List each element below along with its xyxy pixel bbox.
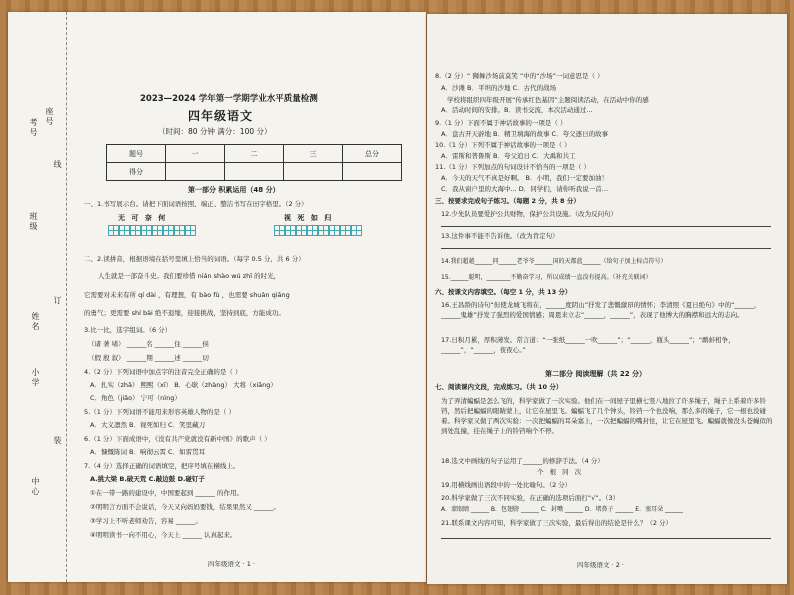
exam-page-2 bbox=[427, 14, 787, 584]
question-20: 20.科学家做了三次不同实验，在正确的选项后面打“√”。（3） bbox=[441, 494, 620, 502]
binding-label-xiaoxue: 小学 bbox=[31, 368, 40, 388]
score-row-label: 得分 bbox=[107, 163, 166, 181]
q2-line-2: 它需要对未来有所 qí dài ，有理想，有 bào fù ，也需要 shuān qiāng bbox=[84, 291, 290, 299]
binding-label-zhuang: 装 bbox=[53, 436, 62, 446]
score-table bbox=[106, 144, 402, 181]
question-6: 6.（1 分）下面成语中，《没有共产党就没有新中国》的歌声（ ） bbox=[84, 435, 271, 443]
question-4: 4.（2 分）下列词语中加点字的注音完全正确的是（ ） bbox=[84, 368, 242, 376]
question-17: 17.日积月累，厚积薄发。常言道：“一张纸______一吹______”；“______，瓶头______”；“鹬蚌相争，______”，“______，夜夜心。” bbox=[441, 336, 735, 354]
q18-words: 个 根 同 次 bbox=[537, 468, 584, 476]
score-cell[interactable] bbox=[284, 163, 343, 181]
q4-options-ab: A．扎实（zhā） 熙熙（xī） B．心耿（zhàng） 大将（xiāng） bbox=[90, 381, 277, 389]
q8-note-2: A．活动时间的安排。B．读书交流，本次活动通过... bbox=[441, 106, 593, 114]
score-header-cell: 三 bbox=[284, 145, 343, 163]
q11-options-cd: C．我从窗户里的大海中... D．同学们，请你听我说一首... bbox=[441, 185, 609, 193]
q20-options: A．蒙眼睛 ______ B．包翅膀 ______ C．封嘴 ______ D．堵鼻子 ______ E．塞耳朵 ______ bbox=[441, 506, 683, 513]
q12-answer-line[interactable] bbox=[441, 226, 771, 227]
question-14: 14.我们超越______同______老爷爷______国的天都蓝______（给句子加上标点符号） bbox=[441, 258, 667, 265]
question-13: 13.这件事不能不告诉他。（改为肯定句） bbox=[441, 232, 559, 240]
q3-line-2: （假 殷 叙） ______期 ______述 ______切 bbox=[88, 354, 209, 362]
part2-heading: 第二部分 阅读理解（共 22 分） bbox=[545, 370, 647, 378]
score-header-cell: 一 bbox=[166, 145, 225, 163]
q2-line-3: 的勇气；更需要 shí bài 绝不退缩，迎接挑战，坚持到底，方能成功。 bbox=[84, 309, 285, 317]
q9-options: A．盘古开天辟地 B．精卫填海的故事 C．夸父逐日的故事 bbox=[441, 130, 609, 138]
part1-heading: 第一部分 积累运用（48 分） bbox=[188, 186, 280, 194]
binding-dashed-line bbox=[66, 12, 67, 582]
binding-label-xingming: 姓名 bbox=[31, 312, 40, 332]
question-11: 11.（1 分）下列加点的句词设计不恰当的一项是（ ） bbox=[435, 163, 591, 171]
question-7: 7.（4 分）选择正确的词语填空，把序号填在横线上。 bbox=[84, 462, 240, 470]
question-15: 15.______聪明，________不勤奋学习，所以成绩一直没有提高。（补充关联词） bbox=[441, 274, 652, 281]
q7-options: A.挑大梁 B.破天荒 C.敲边鼓 D.碰钉子 bbox=[90, 475, 205, 483]
score-cell[interactable] bbox=[166, 163, 225, 181]
q2-line-1: 人生就是一部奋斗史。我们要珍惜 nián shào wú zhī 的时光， bbox=[98, 272, 281, 280]
question-18: 18.选文中画线的句子运用了______的修辞手法。（4 分） bbox=[441, 457, 604, 465]
score-header-cell: 总分 bbox=[343, 145, 402, 163]
q10-options: A．雷斯和普鲁斯 B．夸父追日 C．大禹和共工 bbox=[441, 152, 576, 160]
score-cell[interactable] bbox=[343, 163, 402, 181]
question-3: 3.比一比，选字组词。（6 分） bbox=[84, 326, 172, 334]
binding-label-xian: 线 bbox=[53, 160, 62, 170]
exam-subject: 四年级语文 bbox=[188, 109, 254, 123]
question-10: 10.（1 分）下列不属于神话故事的一项是（ ） bbox=[435, 141, 571, 149]
score-cell[interactable] bbox=[225, 163, 284, 181]
binding-label-banji: 班级 bbox=[29, 212, 38, 232]
question-19: 19.用横线画出语段中的一处比喻句。（2 分） bbox=[441, 481, 572, 489]
q6-options: A．慷慨陈词 B．响彻云霄 C．如雷贯耳 bbox=[90, 448, 206, 456]
binding-label-zhongxin: 中心 bbox=[31, 477, 40, 497]
q5-options: A．大义凛然 B．视死如归 C．笑里藏刀 bbox=[90, 421, 206, 429]
question-16: 16.王昌龄的诗句“但使龙城飞将在，______度阴山”抒发了悲慨激昂的情怀；李清照《夏日绝句》中的“______，______鬼雄”抒发了强烈的爱国情感；周恩来立志“______，______”，表现了他博大的胸襟和远大的志向。 bbox=[441, 301, 761, 319]
q8-options: A．沙滩 B．平坦的沙地 C．古代的战场 bbox=[441, 84, 557, 92]
section-6-heading: 六、按课文内容填空。（每空 1 分，共 13 分） bbox=[435, 288, 572, 296]
question-21: 21.联系课文内容可知，科学家做了三次实验，最后得出的结论是什么？（2 分） bbox=[441, 519, 673, 527]
section-7-heading: 七、阅读课内文段，完成练习。（共 10 分） bbox=[435, 383, 563, 391]
q3-line-1: （诸 著 堵） ______名 ______住 ______侯 bbox=[88, 340, 209, 348]
q11-options-ab: A．今天的天气不真是好啊。 B．小明，我们一定要加油！ bbox=[441, 174, 608, 182]
q8-note-1: 学校将组织四年级开展“传承红色基因”主题阅读活动，在活动中你的感 bbox=[447, 96, 649, 104]
question-8: 8.（2 分）“ 狮舞沙场前莫笑 ”中的“沙场”一词意思是（ ） bbox=[435, 72, 604, 80]
q21-answer-line[interactable] bbox=[441, 538, 771, 539]
q1-word-1: 无 可 奈 何 bbox=[118, 214, 168, 222]
binding-label-zuohao: 座号 bbox=[45, 107, 54, 127]
exam-title: 2023—2024 学年第一学期学业水平质量检测 bbox=[140, 94, 318, 104]
q4-options-c: C．角色（jiǎo） 宁可（nìng） bbox=[90, 394, 181, 402]
score-header-cell: 二 bbox=[225, 145, 284, 163]
tianzige-grid-1[interactable] bbox=[108, 225, 196, 236]
binding-label-kaohao: 考号 bbox=[29, 118, 38, 138]
binding-label-ding: 订 bbox=[53, 296, 62, 306]
tianzige-grid-2[interactable] bbox=[274, 225, 362, 236]
exam-page-1 bbox=[8, 12, 426, 582]
q7-item-4: ④明明读书一向不用心，今天上 ______ 认真起来。 bbox=[90, 531, 237, 539]
exam-time-score: （时间：80 分钟 满分：100 分） bbox=[158, 127, 272, 136]
question-5: 5.（1 分）下列词语不能用来形容英雄人物的是（ ） bbox=[84, 408, 235, 416]
question-2: 二、2.读拼音，根据语境在括号里填上恰当的词语。（每字 0.5 分，共 6 分） bbox=[84, 255, 305, 263]
section-3-heading: 三、按要求完成句子练习。（每题 2 分，共 8 分） bbox=[435, 197, 580, 205]
page-footer-2: 四年级语文 · 2 · bbox=[577, 561, 624, 569]
page-footer-1: 四年级语文 · 1 · bbox=[208, 560, 255, 568]
q7-item-2: ②明明言方面不会说话，今天又向妈妈要钱，结果果然又 ______。 bbox=[90, 503, 280, 511]
reading-passage: 为了弄清蝙蝠是怎么飞的，科学家做了一次实验。他们在一间屋子里横七竖八地拉了许多绳子，绳子上系着许多铃铛，然后把蝙蝠的眼睛蒙上，让它在屋里飞。蝙蝠飞了几个钟头，铃铛一个也没响，那么多的绳子，它一根也没碰着。科学家又做了两次实验：一次把蝙蝠的耳朵塞上，一次把蝙蝠的嘴封住，让它在屋里飞。蝙蝠就像没头苍蝇似的到处乱撞，挂在绳子上的铃铛响个不停。 bbox=[441, 397, 773, 435]
question-1: 一、1.书写展示台。请把下面词语按照、端正、整洁书写在田字格里。（2 分） bbox=[84, 200, 308, 208]
score-header-cell: 题号 bbox=[107, 145, 166, 163]
question-9: 9.（1 分）下面不属于神话故事的一项是（ ） bbox=[435, 119, 567, 127]
q7-item-1: ①在一带一路的建设中，中国要起到 ______ 的作用。 bbox=[90, 489, 243, 497]
q1-word-2: 视 死 如 归 bbox=[284, 214, 334, 222]
q13-answer-line[interactable] bbox=[441, 248, 771, 249]
question-12: 12.少先队员要爱护公共财物，保护公共设施。（改为反问句） bbox=[441, 210, 618, 218]
q7-item-3: ③学习上不听老师劝告，容易 ______。 bbox=[90, 517, 202, 525]
